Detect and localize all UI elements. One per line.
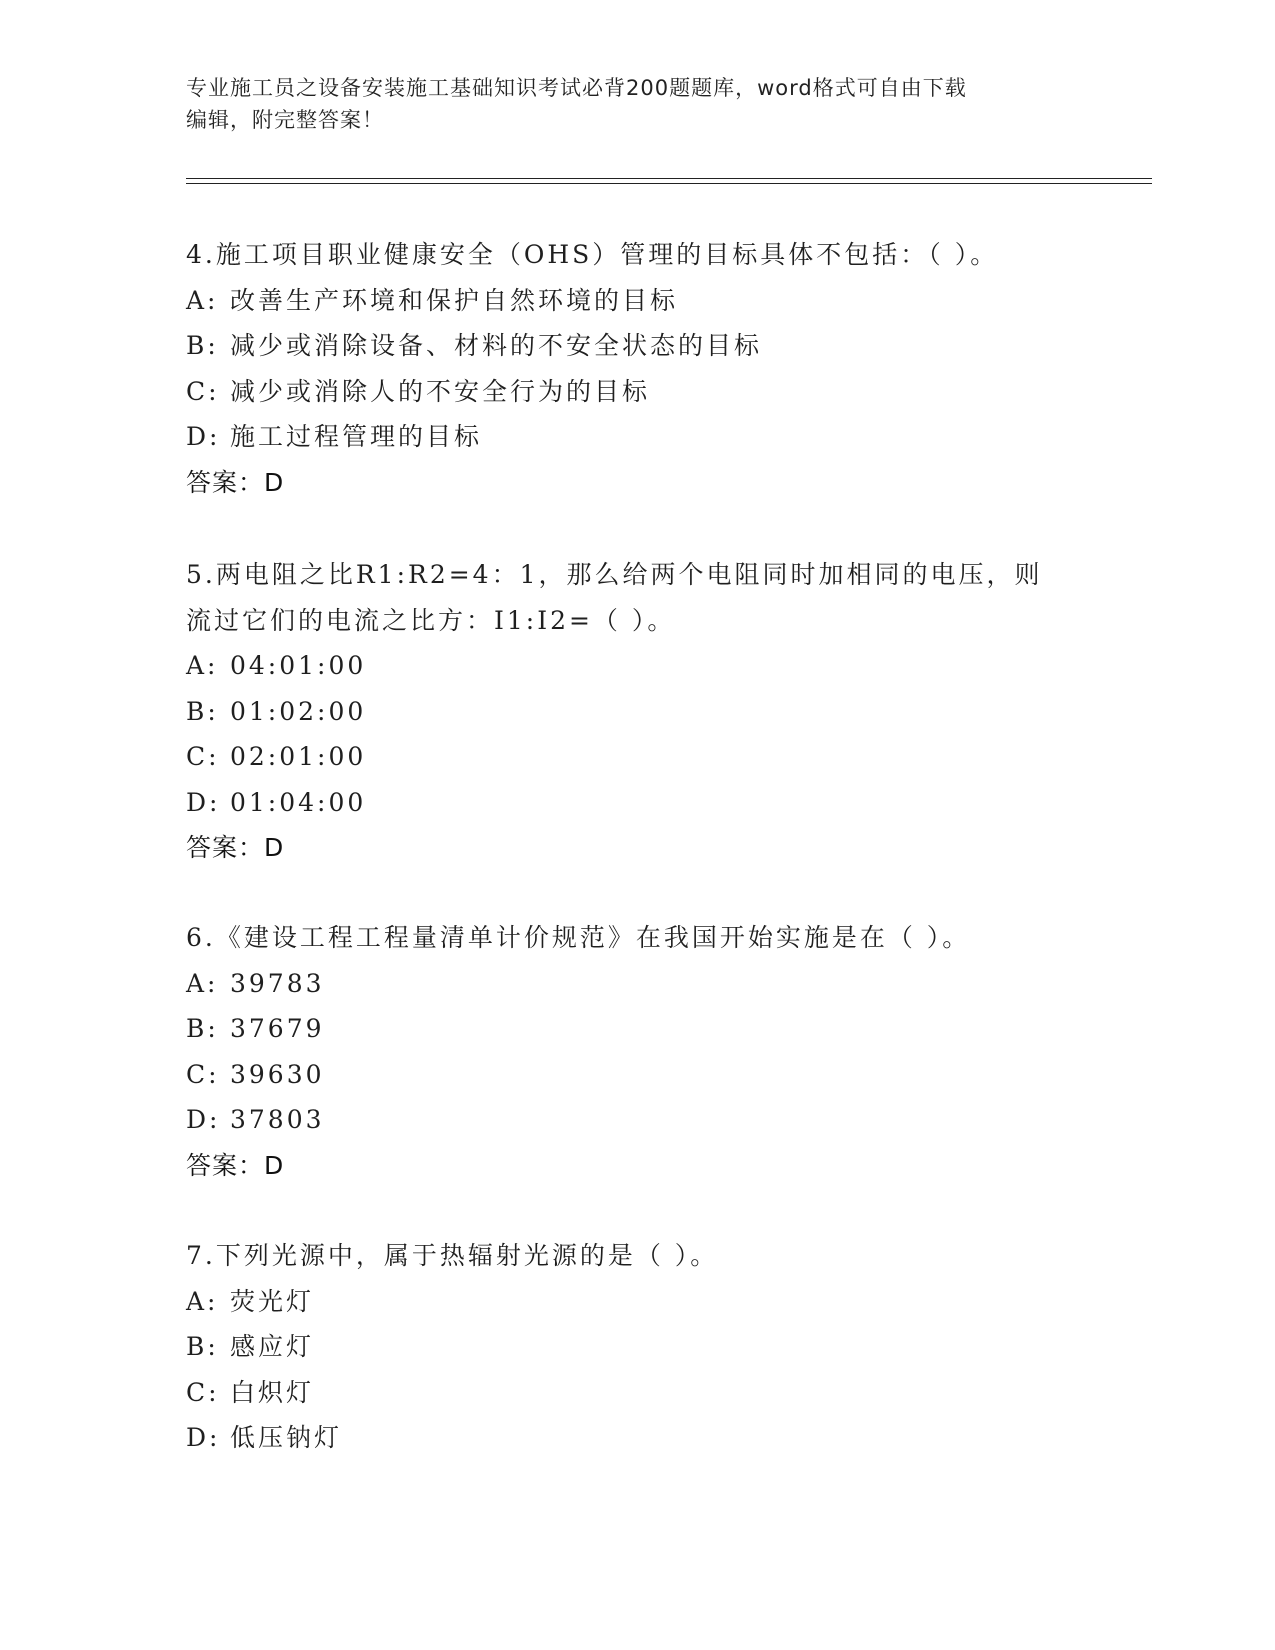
- option-text: 改善生产环境和保护自然环境的目标: [230, 285, 679, 315]
- option-a: [186, 643, 1086, 689]
- option-text: 白炽灯: [230, 1377, 315, 1407]
- option-d: [186, 1097, 1086, 1143]
- option-c: [186, 734, 1086, 780]
- question-5: [186, 552, 1086, 871]
- header-divider-top: [186, 178, 1152, 179]
- option-b: [186, 1324, 1086, 1370]
- question-6: [186, 915, 1086, 1188]
- option-text: 39783: [230, 968, 325, 998]
- answer-line: 答案：D: [186, 833, 285, 862]
- option-key: D:: [186, 422, 221, 451]
- option-a: [186, 1279, 1086, 1325]
- option-key: D:: [186, 787, 221, 817]
- option-text: 37803: [230, 1105, 325, 1134]
- option-key: D:: [186, 1423, 221, 1452]
- question-stem: 6.《建设工程工程量清单计价规范》在我国开始实施是在（ ）。: [186, 923, 971, 952]
- option-b: [186, 1006, 1086, 1052]
- option-c: [186, 1052, 1086, 1098]
- question-stem: 5.两电阻之比R1:R2=4：1，那么给两个电阻同时加相同的电压，则流过它们的电流之比方：I1:I2=（ ）。: [186, 560, 1043, 635]
- option-text: 37679: [230, 1014, 325, 1043]
- option-text: 39630: [230, 1059, 325, 1089]
- option-b: [186, 689, 1086, 735]
- question-stem: 7.下列光源中，属于热辐射光源的是（ ）。: [186, 1241, 719, 1270]
- option-text: 04:01:00: [230, 651, 367, 680]
- option-key: B:: [186, 696, 219, 726]
- option-text: 减少或消除设备、材料的不安全状态的目标: [230, 331, 763, 360]
- option-c: [186, 369, 1086, 415]
- option-key: D:: [186, 1105, 221, 1134]
- option-key: C:: [186, 376, 220, 406]
- option-text: 01:02:00: [230, 696, 367, 726]
- option-text: 02:01:00: [230, 742, 367, 771]
- option-key: A:: [186, 651, 219, 680]
- header-title-line-1: 专业施工员之设备安装施工基础知识考试必背200题题库，word格式可自由下载: [186, 76, 967, 100]
- option-key: A:: [186, 285, 219, 315]
- option-text: 减少或消除人的不安全行为的目标: [230, 376, 651, 406]
- option-text: 荧光灯: [230, 1286, 315, 1316]
- option-b: [186, 323, 1086, 369]
- option-key: A:: [186, 968, 219, 998]
- option-text: 01:04:00: [230, 787, 367, 817]
- option-d: [186, 780, 1086, 826]
- option-text: 施工过程管理的目标: [230, 422, 483, 451]
- question-stem: 4.施工项目职业健康安全（OHS）管理的目标具体不包括：（ ）。: [186, 240, 999, 269]
- header-title-line-2: 编辑，附完整答案！: [186, 108, 384, 132]
- option-text: 低压钠灯: [230, 1423, 343, 1452]
- option-text: 感应灯: [230, 1332, 315, 1361]
- option-c: [186, 1370, 1086, 1416]
- option-d: [186, 1415, 1086, 1461]
- answer-line: 答案：D: [186, 1150, 285, 1180]
- option-a: [186, 961, 1086, 1007]
- answer-line: 答案：D: [186, 467, 285, 497]
- option-key: B:: [186, 331, 219, 360]
- question-7: [186, 1233, 1086, 1461]
- option-key: A:: [186, 1286, 219, 1316]
- option-key: C:: [186, 742, 220, 771]
- option-key: B:: [186, 1014, 219, 1043]
- document-header: [186, 72, 1066, 136]
- option-key: C:: [186, 1377, 220, 1407]
- question-4: [186, 232, 1086, 505]
- option-d: [186, 414, 1086, 460]
- option-key: C:: [186, 1059, 220, 1089]
- option-key: B:: [186, 1332, 219, 1361]
- option-a: [186, 278, 1086, 324]
- header-divider-bottom: [186, 183, 1152, 184]
